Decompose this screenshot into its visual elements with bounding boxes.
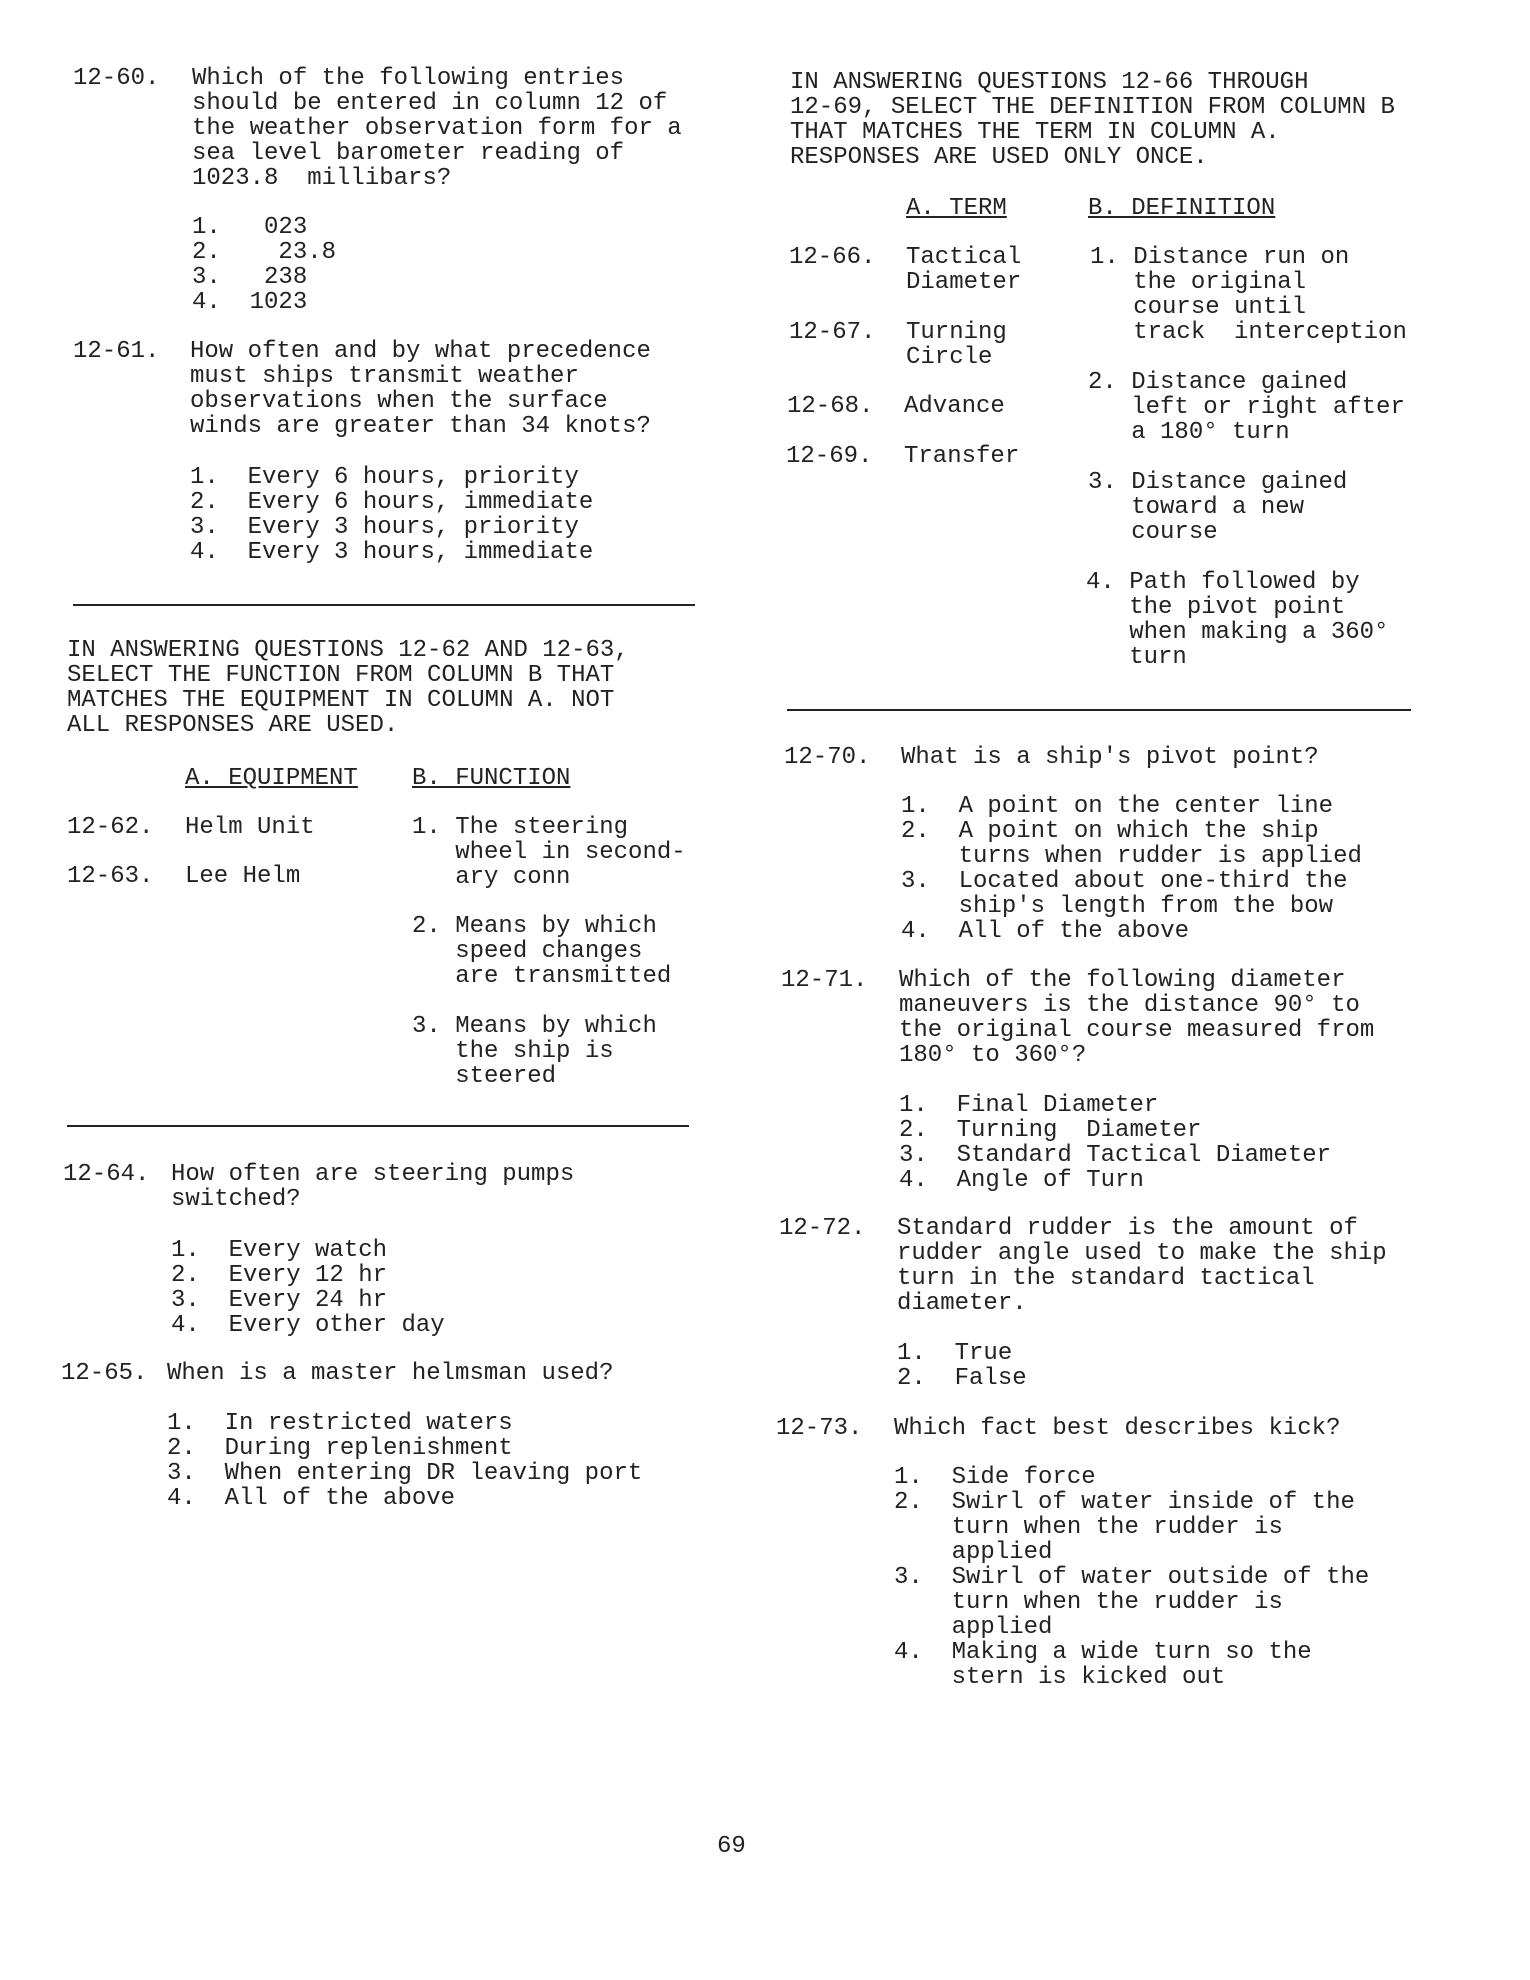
matching-term: Helm Unit (185, 814, 315, 841)
page-number: 69 (717, 1833, 746, 1860)
question-text: Which of the following entries should be entered in column 12 of the weather observation form for a sea level barometer reading of 1023.8 millibars? (192, 65, 682, 192)
question-number: 12-63. (67, 863, 154, 890)
question-number: 12-67. (789, 319, 876, 346)
answer-options: 1. Every watch 2. Every 12 hr 3. Every 24 hr 4. Every other day (171, 1237, 445, 1339)
matching-instruction: IN ANSWERING QUESTIONS 12-62 AND 12-63, SELECT THE FUNCTION FROM COLUMN B THAT MATCHES THE EQUIPMENT IN COLUMN A. NOT ALL RESPONSES ARE USED. (67, 637, 629, 739)
answer-options: 1. 023 2. 23.8 3. 238 4. 1023 (192, 214, 337, 316)
answer-options: 1. True 2. False (897, 1340, 1027, 1392)
question-number: 12-69. (786, 443, 873, 470)
question-number: 12-73. (776, 1415, 863, 1442)
question-number: 12-64. (63, 1161, 150, 1188)
question-number: 12-70. (784, 744, 871, 771)
section-divider (787, 709, 1411, 711)
answer-options: 1. In restricted waters 2. During replenishment 3. When entering DR leaving port 4. All of the above (167, 1410, 643, 1512)
question-text: Which fact best describes kick? (894, 1415, 1341, 1442)
section-divider (67, 1125, 689, 1127)
column-a-header: A. EQUIPMENT (185, 765, 358, 792)
answer-options: 1. Final Diameter 2. Turning Diameter 3. Standard Tactical Diameter 4. Angle of Turn (899, 1092, 1332, 1194)
matching-response: 1. The steering wheel in second- ary conn (412, 814, 686, 891)
matching-term: Advance (904, 393, 1005, 420)
matching-response: 4. Path followed by the pivot point when making a 360° turn (1086, 569, 1389, 671)
question-number: 12-66. (789, 244, 876, 271)
answer-options: 1. Every 6 hours, priority 2. Every 6 hours, immediate 3. Every 3 hours, priority 4. Every 3 hours, immediate (190, 464, 594, 566)
question-text: When is a master helmsman used? (167, 1360, 614, 1387)
column-a-header: A. TERM (906, 195, 1007, 222)
question-text: What is a ship's pivot point? (901, 744, 1319, 771)
section-divider (73, 604, 695, 606)
question-text: How often are steering pumps switched? (171, 1161, 575, 1213)
question-number: 12-62. (67, 814, 154, 841)
matching-instruction: IN ANSWERING QUESTIONS 12-66 THROUGH 12-69, SELECT THE DEFINITION FROM COLUMN B THAT MATCHES THE TERM IN COLUMN A. RESPONSES ARE USED ONLY ONCE. (790, 69, 1395, 171)
question-text: Which of the following diameter maneuvers is the distance 90° to the original course measured from 180° to 360°? (899, 967, 1375, 1069)
question-number: 12-72. (779, 1215, 866, 1242)
answer-options: 1. A point on the center line 2. A point on which the ship turns when rudder is applied 3. Located about one-third the ship's length from the bow 4. All of the above (901, 793, 1362, 945)
matching-response: 1. Distance run on the original course until track interception (1090, 244, 1407, 346)
matching-response: 3. Distance gained toward a new course (1088, 469, 1348, 546)
question-number: 12-65. (61, 1360, 148, 1387)
answer-options: 1. Side force 2. Swirl of water inside of the turn when the rudder is applied 3. Swirl of water outside of the turn when the rudder is applied 4. Making a wide turn so the stern is kicked out (894, 1464, 1370, 1691)
matching-response: 2. Distance gained left or right after a 180° turn (1088, 369, 1405, 446)
question-number: 12-68. (787, 393, 874, 420)
column-b-header: B. FUNCTION (412, 765, 571, 792)
question-number: 12-61. (73, 338, 160, 365)
matching-response: 3. Means by which the ship is steered (412, 1013, 657, 1090)
matching-response: 2. Means by which speed changes are transmitted (412, 913, 672, 990)
question-text: How often and by what precedence must ships transmit weather observations when the surface winds are greater than 34 knots? (190, 338, 651, 440)
matching-term: Tactical Diameter (906, 244, 1022, 296)
matching-term: Lee Helm (185, 863, 301, 890)
matching-term: Turning Circle (906, 319, 1007, 371)
question-number: 12-71. (781, 967, 868, 994)
question-number: 12-60. (73, 65, 160, 92)
question-text: Standard rudder is the amount of rudder angle used to make the ship turn in the standard tactical diameter. (897, 1215, 1387, 1317)
column-b-header: B. DEFINITION (1088, 195, 1276, 222)
matching-term: Transfer (904, 443, 1020, 470)
